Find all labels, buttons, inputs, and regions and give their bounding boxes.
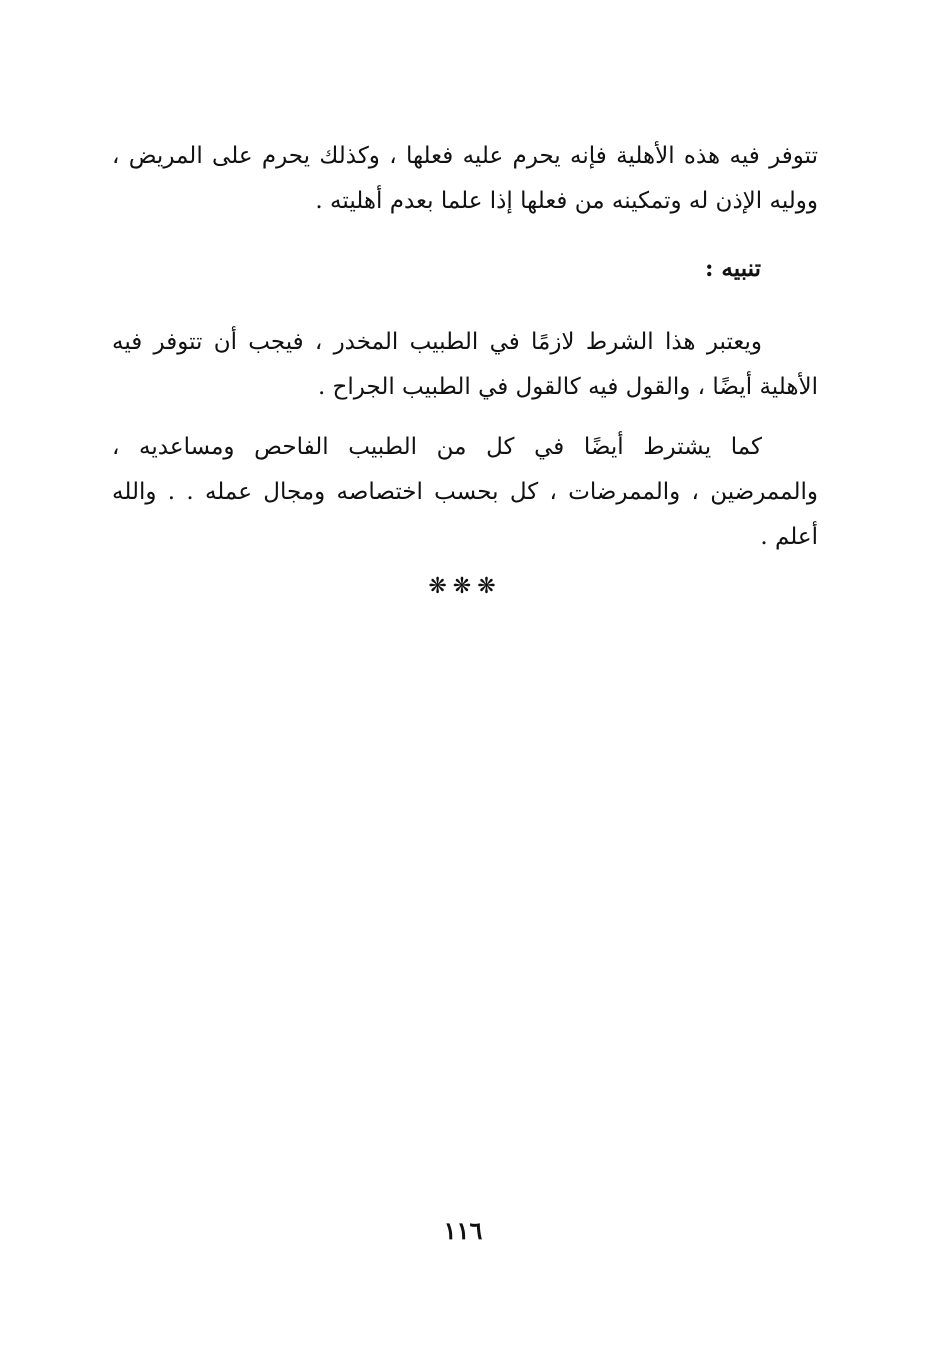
paragraph-continuation: تتوفر فيه هذه الأهلية فإنه يحرم عليه فعلها ، وكذلك يحرم على المريض ، ووليه الإذن له وتمكينه من فعلها إذا علما بعدم أهليته . <box>112 143 818 214</box>
note-heading: تنبيه : <box>704 255 761 282</box>
paragraph-anesthetist: ويعتبر هذا الشرط لازمًا في الطبيب المخدر ، فيجب أن تتوفر فيه الأهلية أيضًا ، والقول فيه كالقول في الطبيب الجراح . <box>112 329 818 400</box>
section-separator: ❋❋❋ <box>428 574 502 599</box>
paragraph-examiner: كما يشترط أيضًا في كل من الطبيب الفاحص ومساعديه ، والممرضين ، والممرضات ، كل بحسب اختصاصه ومجال عمله . . والله أعلم . <box>112 434 818 550</box>
page-number: ١١٦ <box>443 1216 483 1245</box>
